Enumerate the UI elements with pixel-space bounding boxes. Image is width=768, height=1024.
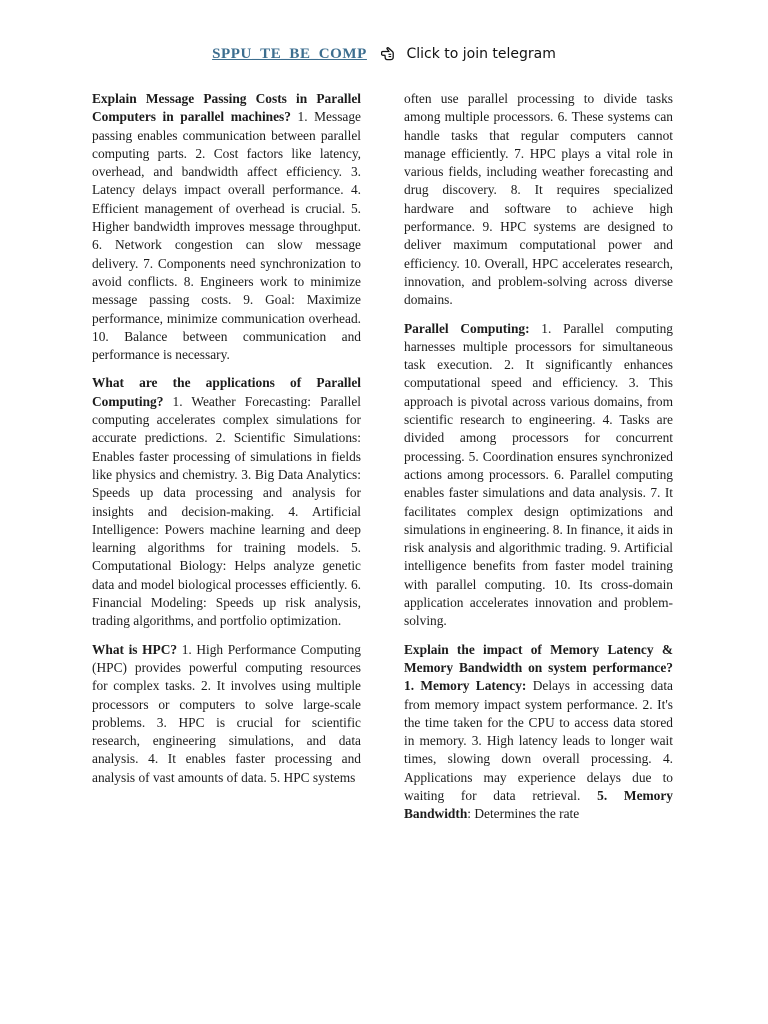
right-column (404, 90, 673, 834)
message-passing-answer: 1. Message passing enables communication between parallel computing parts. 2. Cost factors like latency, overhead, and bandwidth affect efficiency. 3. Latency delays impact overall performance. 4. Efficient management of overhead is crucial. 5. Higher bandwidth improves message throughput. 6. Network congestion can slow message delivery. 7. Components need synchronization to avoid conflicts. 8. Engineers work to minimize message passing costs. 9. Goal: Maximize performance, minimize communication overhead. 10. Balance between communication and performance is necessary. (92, 109, 361, 363)
left-column (92, 90, 361, 797)
parallel-applications-question: What are the applications of Parallel Computing? (92, 375, 361, 409)
hpc-continued-section (404, 90, 673, 310)
hpc-question: What is HPC? (92, 641, 178, 657)
join-telegram-text[interactable]: Click to join telegram (406, 46, 556, 62)
pointing-hand-icon[interactable] (381, 45, 399, 61)
telegram-channel-link[interactable]: SPPU_TE_BE_COMP (212, 46, 367, 62)
hpc-answer-continued: often use parallel processing to divide tasks among multiple processors. 6. These systems can handle tasks that regular computers cannot manage efficiently. 7. HPC plays a vital role in various fields, including weather forecasting and drug discovery. 8. It requires specialized hardware and software to achieve high performance. 9. HPC systems are designed to deliver maximum computational power and efficiency. 10. Overall, HPC accelerates research, innovation, and problem-solving across diverse domains. (404, 91, 673, 308)
message-passing-question: Explain Message Passing Costs in Parallel Computers in parallel machines? (92, 91, 361, 125)
parallel-computing-section (404, 320, 673, 631)
memory-impact-section (404, 641, 673, 824)
parallel-computing-heading: Parallel Computing: (404, 320, 530, 336)
memory-impact-question: Explain the impact of Memory Latency & Memory Bandwidth on system performance? (404, 641, 673, 675)
parallel-applications-section (92, 374, 361, 630)
parallel-computing-answer: 1. Parallel computing harnesses multiple processors for simultaneous task execution. 2. It significantly enhances computational speed and efficiency. 3. This approach is pivotal across various domains, from scientific research to engineering. 4. Tasks are divided among processors for concurrent processing. 5. Coordination ensures synchronized actions among processors. 6. Parallel computing enables faster simulations and data analysis. 7. It facilitates complex design optimizations and simulations in engineering. 8. In finance, it aids in risk analysis and algorithmic trading. 9. Artificial intelligence benefits from faster model training with parallel computing. 10. Its cross-domain application accelerates innovation and problem-solving. (404, 320, 673, 629)
page-header (0, 44, 768, 64)
hpc-section (92, 641, 361, 787)
parallel-applications-answer: 1. Weather Forecasting: Parallel computing accelerates complex simulations for accurate predictions. 2. Scientific Simulations: Enables faster processing of simulations in fields like physics and chemistry. 3. Big Data Analytics: Speeds up data processing and analysis for insights and decision-making. 4. Artificial Intelligence: Powers machine learning and deep learning algorithms for training models. 5. Computational Biology: Helps analyze genetic data and model biological processes efficiently. 6. Financial Modeling: Speeds up risk analysis, trading algorithms, and portfolio optimization. (92, 393, 361, 629)
memory-bandwidth-subheading: 5. Memory Bandwidth (404, 787, 674, 822)
memory-latency-text: Delays in accessing data from memory impact system performance. 2. It's the time taken for the CPU to access data stored in memory. 3. High latency leads to longer wait times, slowing down overall processing. 4. Applications may experience delays due to waiting for data retrieval. (404, 678, 673, 803)
hpc-answer: 1. High Performance Computing (HPC) provides powerful computing resources for complex tasks. 2. It involves using multiple processors or computers to solve large-scale problems. 3. HPC is crucial for scientific research, engineering simulations, and data analysis. 4. It enables faster processing and analysis of vast amounts of data. 5. HPC systems (92, 641, 361, 785)
message-passing-section (92, 90, 361, 364)
memory-bandwidth-text: : Determines the rate (467, 806, 580, 822)
memory-latency-subheading: 1. Memory Latency: (404, 678, 527, 694)
